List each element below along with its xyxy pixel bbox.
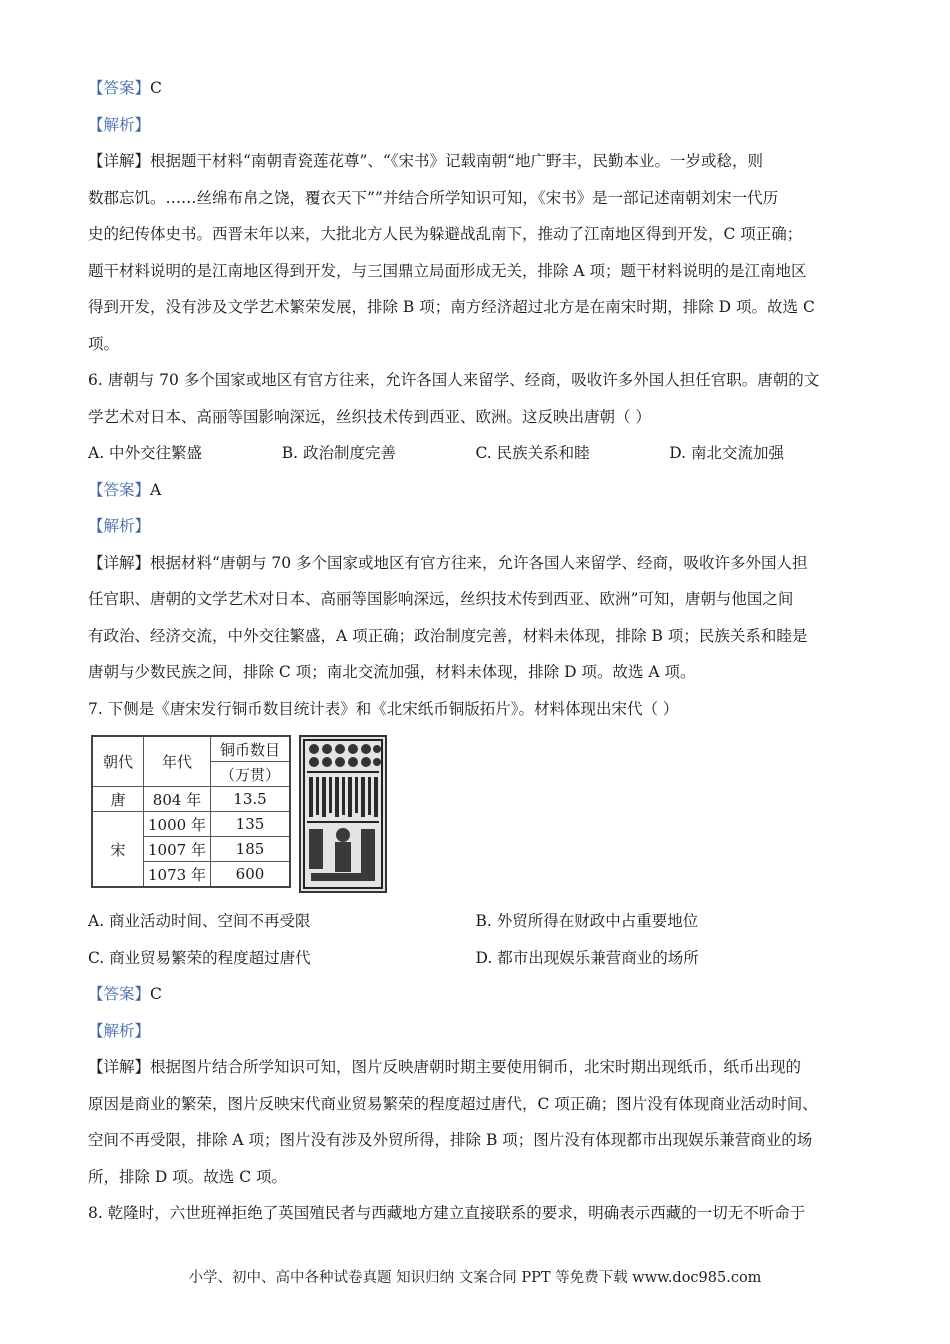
table-cell-value: 185 [211, 837, 291, 862]
q5-detail-line-1: 【详解】根据题干材料“南朝青瓷莲花尊”、“《宋书》记载南朝“地广野丰，民勤本业。一岁或稔，则 [88, 152, 763, 170]
q6-stem-line-2: 学艺术对日本、高丽等国影响深远，丝织技术传到西亚、欧洲。这反映出唐朝（ ） [88, 407, 651, 426]
q7-detail-line-4: 所，排除 D 项。故选 C 项。 [88, 1167, 287, 1186]
q7-answer: 【答案】C [88, 985, 162, 1003]
q5-detail-line-6: 项。 [88, 334, 120, 353]
q6-analysis-tag: 【解析】 [88, 517, 151, 535]
q7-option-c: C. 商业贸易繁荣的程度超过唐代 [88, 948, 311, 967]
table-row [92, 787, 290, 812]
coin-issue-table [91, 735, 291, 888]
q6-option-b: B. 政治制度完善 [281, 444, 396, 462]
q7-option-a: A. 商业活动时间、空间不再受限 [88, 912, 311, 930]
table-cell-value: 135 [211, 812, 291, 837]
q6-detail-line-3: 有政治、经济交流，中外交往繁盛，A 项正确；政治制度完善，材料未体现，排除 B 项；民族关系和睦是 [88, 626, 808, 645]
q6-option-d: D. 南北交流加强 [669, 444, 784, 462]
q7-analysis-tag: 【解析】 [88, 1021, 151, 1040]
q7-detail-line-2: 原因是商业的繁荣，图片反映宋代商业贸易繁荣的程度超过唐代，C 项正确；图片没有体现商业活动时间、 [88, 1094, 818, 1113]
q5-analysis-tag: 【解析】 [88, 115, 151, 134]
q6-options [88, 435, 863, 472]
q7-detail-line-3: 空间不再受限，排除 A 项；图片没有涉及外贸所得，排除 B 项；图片没有体现都市出现娱乐兼营商业的场 [88, 1131, 813, 1149]
q6-detail-line-1: 【详解】根据材料“唐朝与 70 多个国家或地区有官方往来，允许各国人来留学、经商，吸收许多外国人担 [88, 553, 808, 572]
q5-detail-line-2: 数郡忘饥。……丝绵布帛之饶，覆衣天下””并结合所学知识可知，《宋书》是一部记述南朝刘宋一代历 [88, 188, 779, 207]
table-header-dynasty: 朝代 [92, 736, 144, 787]
q7-option-b: B. 外贸所得在财政中占重要地位 [475, 912, 699, 930]
table-header-unit: （万贯） [211, 762, 291, 787]
q6-stem-line-1: 6. 唐朝与 70 多个国家或地区有官方往来，允许各国人来留学、经商，吸收许多外国人担任官职。唐朝的文 [88, 371, 820, 389]
q7-option-d: D. 都市出现娱乐兼营商业的场所 [475, 948, 699, 967]
rubbing-illustration [301, 737, 385, 891]
table-header-coins: 铜币数目 [211, 736, 291, 762]
table-cell-value: 13.5 [211, 787, 291, 812]
table-cell-year: 804 年 [144, 787, 211, 812]
q7-figures [88, 735, 863, 897]
q5-detail [88, 143, 863, 362]
q6-detail-line-2: 任官职、唐朝的文学艺术对日本、高丽等国影响深远，丝织技术传到西亚、欧洲”可知，唐朝与他国之间 [88, 590, 794, 608]
document-body [88, 70, 863, 1232]
table-header-year: 年代 [144, 736, 211, 787]
q6-option-c: C. 民族关系和睦 [475, 444, 590, 462]
q5-detail-line-5: 得到开发，没有涉及文学艺术繁荣发展，排除 B 项；南方经济超过北方是在南宋时期，排除 D 项。故选 C [88, 298, 815, 316]
q7-options-row-1 [88, 903, 863, 940]
table-cell-year: 1007 年 [144, 837, 211, 862]
table-cell-dynasty-tang: 唐 [92, 787, 144, 812]
q6-answer: 【答案】A [88, 480, 162, 499]
q7-stem: 7. 下侧是《唐宋发行铜币数目统计表》和《北宋纸币铜版拓片》。材料体现出宋代（ ） [88, 699, 679, 718]
q5-answer: 【答案】C [88, 79, 162, 97]
q5-detail-line-4: 题干材料说明的是江南地区得到开发，与三国鼎立局面形成无关，排除 A 项；题干材料说明的是江南地区 [88, 261, 807, 280]
q6-option-a: A. 中外交往繁盛 [88, 444, 203, 462]
table-cell-year: 1073 年 [144, 862, 211, 888]
q7-detail-line-1: 【详解】根据图片结合所学知识可知，图片反映唐朝时期主要使用铜币，北宋时期出现纸币，纸币出现的 [88, 1058, 802, 1076]
table-row [92, 812, 290, 837]
q7-options-row-2 [88, 940, 863, 977]
table-cell-dynasty-song: 宋 [92, 812, 144, 888]
table-cell-value: 600 [211, 862, 291, 888]
q5-detail-line-3: 史的纪传体史书。西晋末年以来，大批北方人民为躲避战乱南下，推动了江南地区得到开发，C 项正确； [88, 225, 803, 243]
q8-stem: 8. 乾隆时，六世班禅拒绝了英国殖民者与西藏地方建立直接联系的要求，明确表示西藏的一切无不听命于 [88, 1204, 806, 1222]
paper-money-rubbing-image [299, 735, 387, 893]
q6-detail-line-4: 唐朝与少数民族之间，排除 C 项；南北交流加强，材料未体现，排除 D 项。故选 A 项。 [88, 663, 696, 681]
table-cell-year: 1000 年 [144, 812, 211, 837]
page-footer: 小学、初中、高中各种试卷真题 知识归纳 文案合同 PPT 等免费下载 www.doc985.com [188, 1270, 762, 1286]
